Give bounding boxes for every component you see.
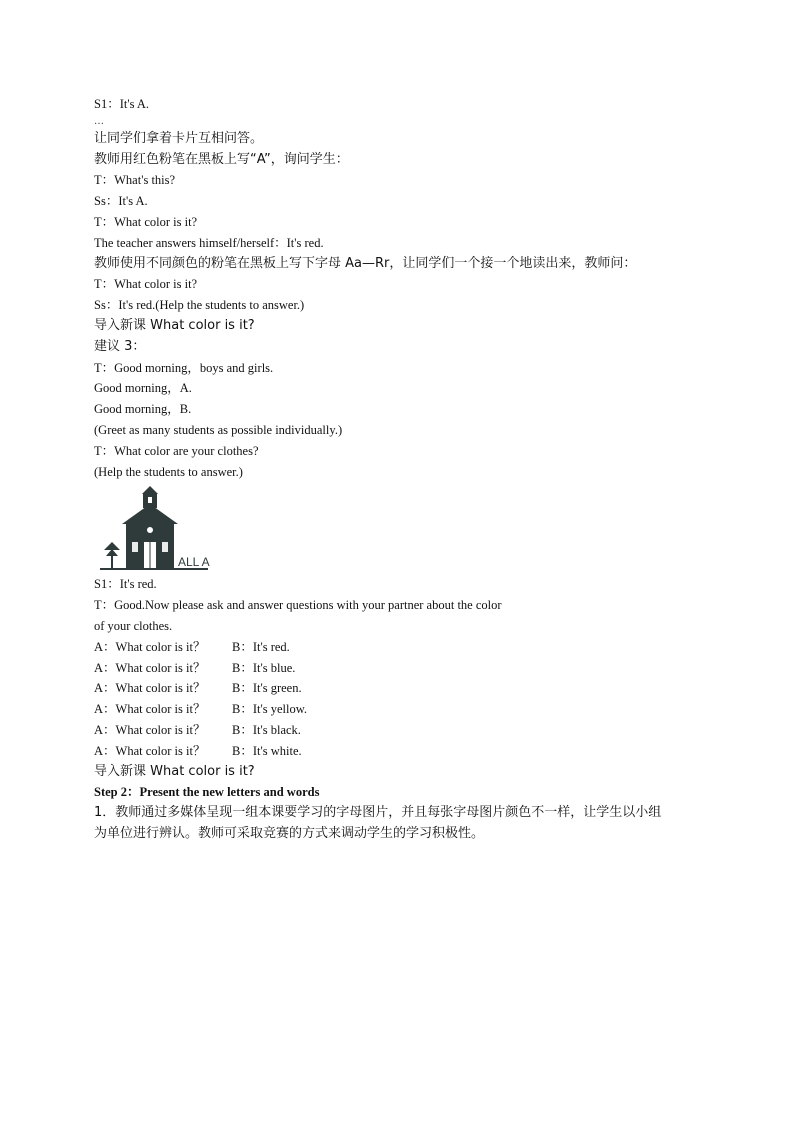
instruction-line: 教师使用不同颜色的粉笔在黑板上写下字母 Aa—Rr，让同学们一个接一个地读出来，教师问： — [94, 255, 637, 271]
qa-answer: B：It's yellow. — [232, 702, 308, 717]
qa-row — [94, 741, 714, 762]
qa-row — [94, 637, 714, 658]
dialogue-line: T：What color are your clothes? — [94, 443, 259, 458]
qa-row — [94, 678, 714, 699]
dialogue-line: The teacher answers himself/herself：It's red. — [94, 235, 324, 250]
step-heading: Step 2：Present the new letters and words — [94, 785, 320, 800]
paragraph-line: 1．教师通过多媒体呈现一组本课要学习的字母图片，并且每张字母图片颜色不一样，让学生以小组 — [94, 805, 662, 821]
instruction-line: 教师用红色粉笔在黑板上写“A”，询问学生： — [94, 151, 349, 167]
dialogue-line: Good morning，B. — [94, 402, 192, 417]
note-line: (Greet as many students as possible individually.) — [94, 422, 343, 437]
lead-in-line: 导入新课 What color is it? — [94, 317, 255, 333]
qa-row — [94, 658, 714, 679]
qa-question: A：What color is it？ — [94, 660, 206, 675]
dialogue-line: T：Good morning，boys and girls. — [94, 360, 274, 375]
qa-question: A：What color is it？ — [94, 681, 206, 696]
dialogue-line: Ss：It's red.(Help the students to answer.) — [94, 298, 305, 313]
qa-answer: B：It's red. — [232, 639, 290, 654]
qa-answer: B：It's black. — [232, 722, 301, 737]
ellipsis-line: … — [94, 115, 104, 127]
qa-row — [94, 720, 714, 741]
qa-answer: B：It's blue. — [232, 660, 296, 675]
dialogue-line: S1：It's red. — [94, 577, 157, 592]
document-page — [94, 94, 714, 845]
qa-question: A：What color is it？ — [94, 722, 206, 737]
schoolhouse-icon — [94, 486, 714, 572]
dialogue-line: Ss：It's A. — [94, 194, 148, 209]
qa-answer: B：It's green. — [232, 681, 302, 696]
qa-answer: B：It's white. — [232, 743, 302, 758]
paragraph-line: 为单位进行辨认。教师可采取竞赛的方式来调动学生的学习积极性。 — [94, 825, 485, 841]
qa-row — [94, 699, 714, 720]
dialogue-line: T：What's this? — [94, 173, 176, 188]
dialogue-line: of your clothes. — [94, 618, 173, 633]
qa-question: A：What color is it？ — [94, 743, 206, 758]
sign-text: ALL A — [178, 555, 210, 570]
qa-question: A：What color is it？ — [94, 702, 206, 717]
note-line: (Help the students to answer.) — [94, 464, 243, 479]
dialogue-line: T：What color is it? — [94, 277, 198, 292]
lead-in-line: 导入新课 What color is it? — [94, 763, 255, 779]
dialogue-line: T：What color is it? — [94, 214, 198, 229]
s1-answer-line: S1：It's A. — [94, 97, 150, 111]
qa-question: A：What color is it？ — [94, 639, 206, 654]
suggestion-heading: 建议 3： — [94, 338, 146, 354]
dialogue-line: Good morning，A. — [94, 381, 192, 396]
dialogue-line: T：Good.Now please ask and answer questions with your partner about the color — [94, 598, 502, 613]
instruction-line: 让同学们拿着卡片互相问答。 — [94, 130, 264, 146]
